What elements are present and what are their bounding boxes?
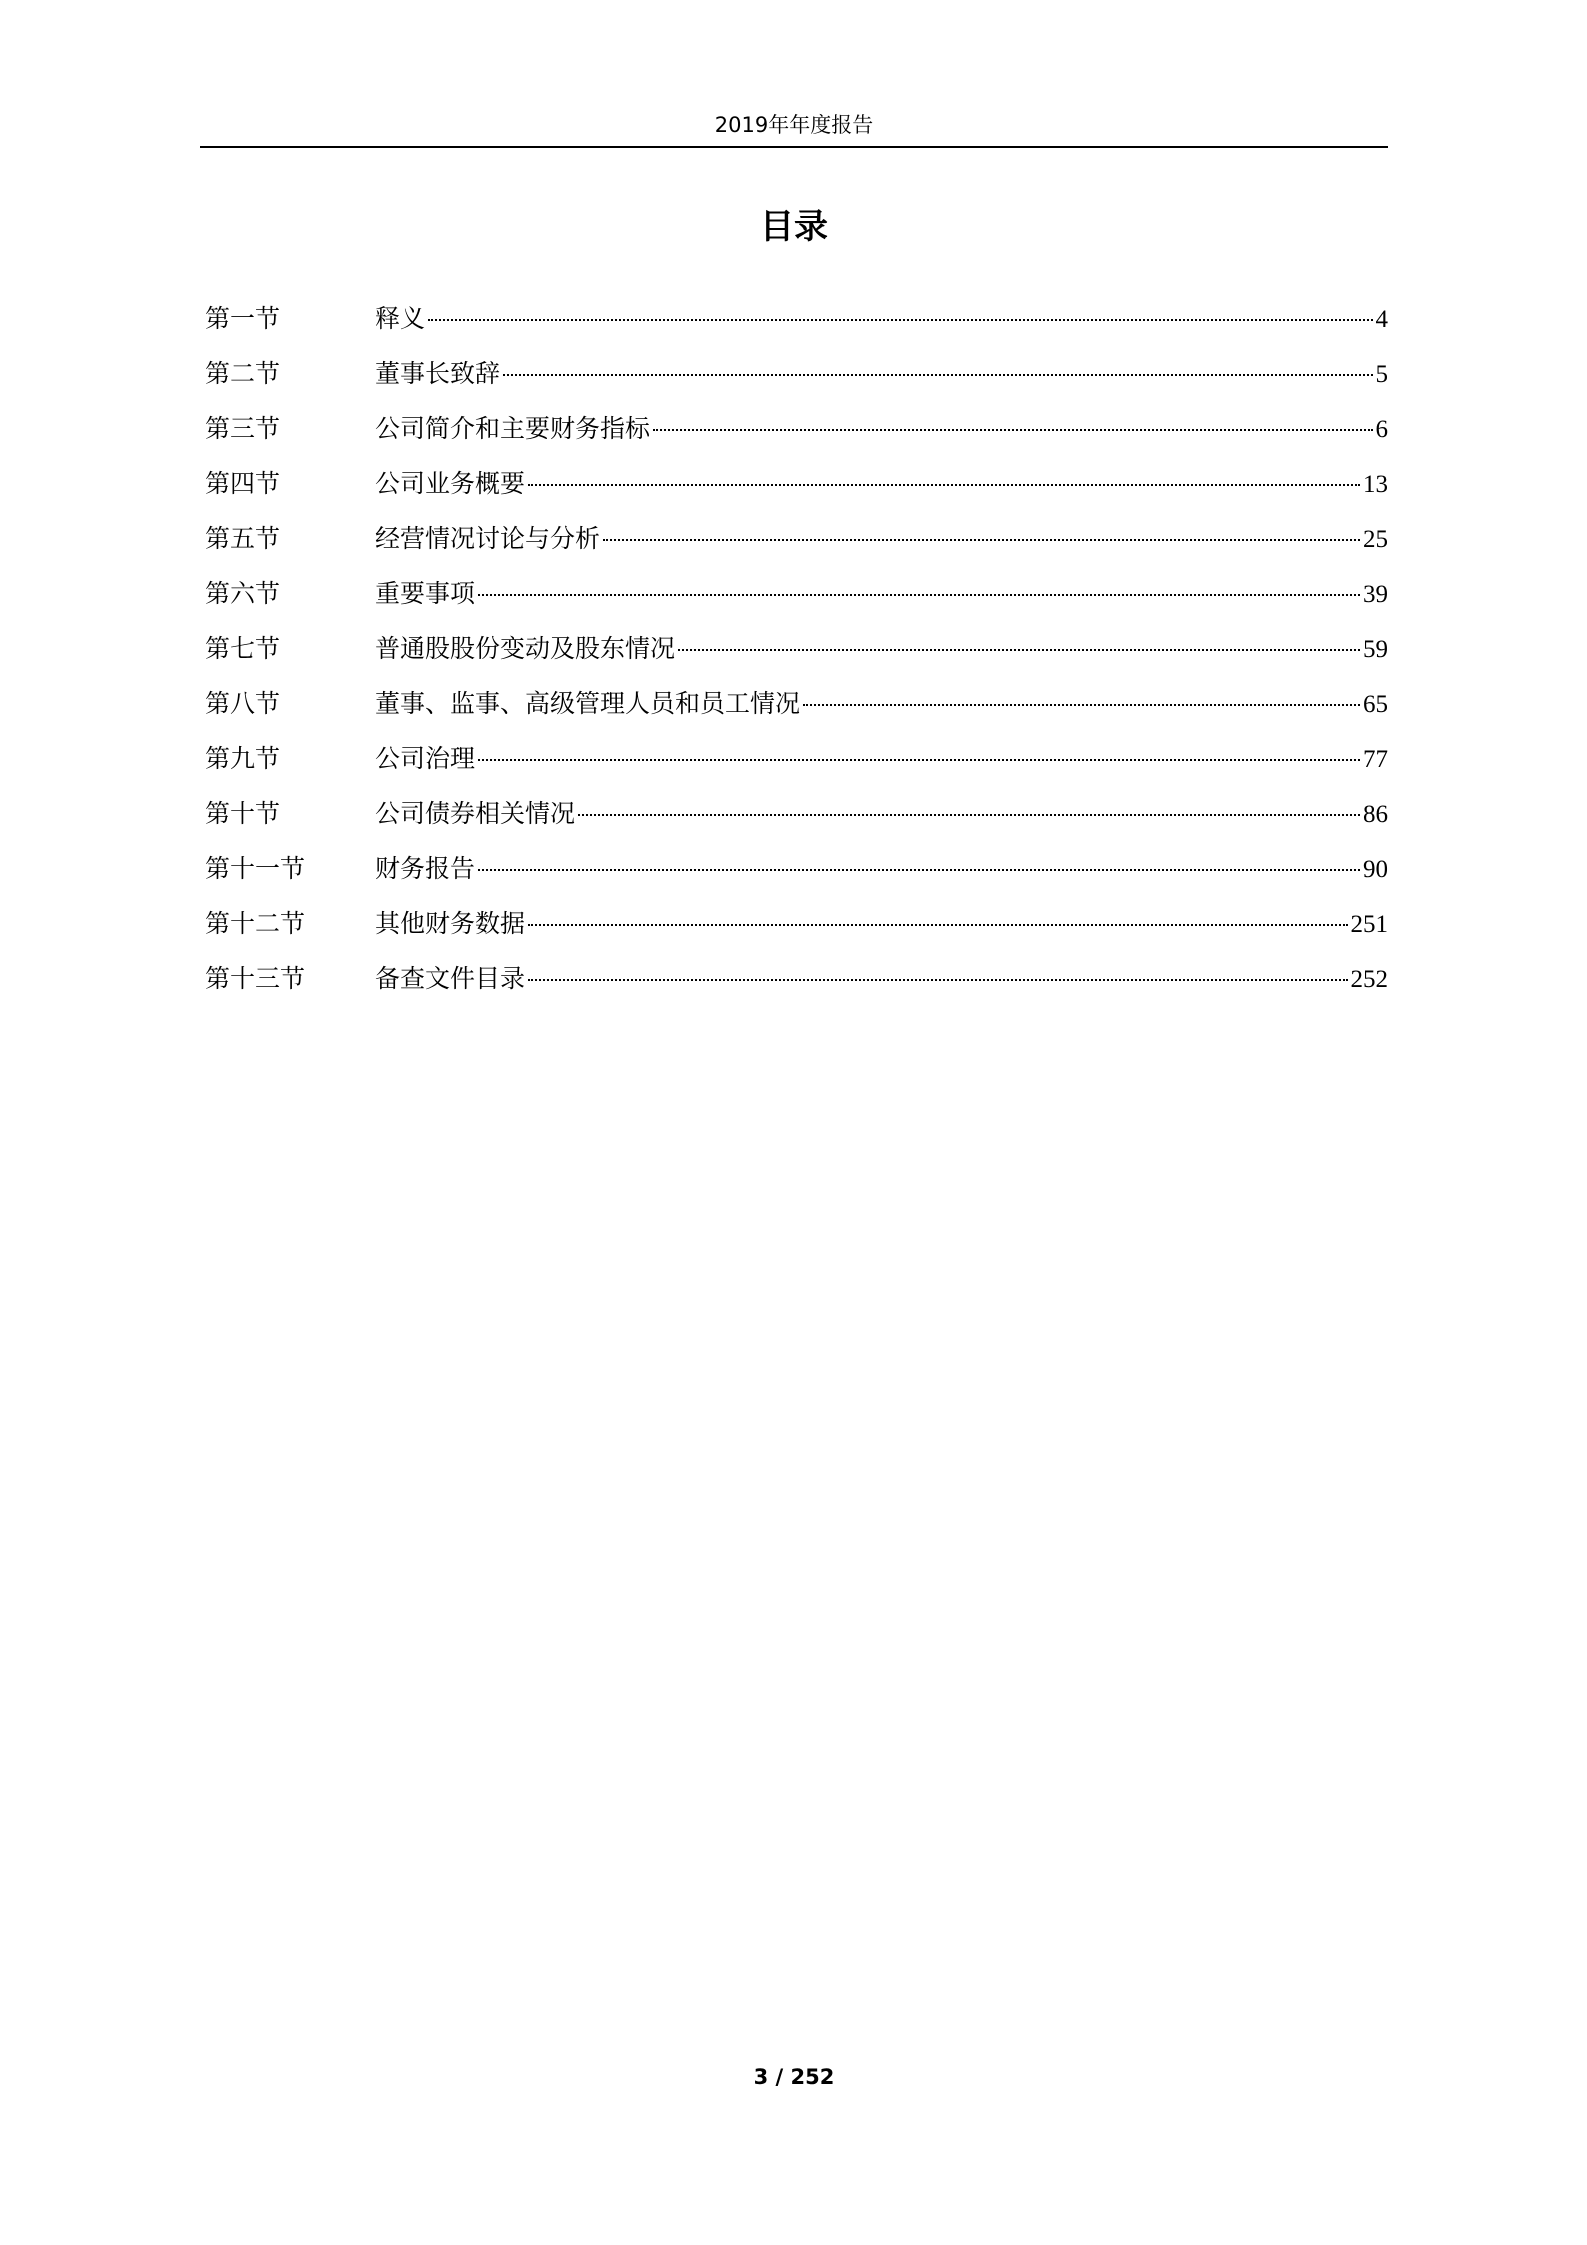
toc-entry[interactable] (205, 738, 1388, 793)
table-of-contents (205, 298, 1388, 1013)
toc-section-number: 第三节 (205, 414, 281, 443)
dot-leader (678, 649, 1360, 651)
toc-section-title: 董事、监事、高级管理人员和员工情况 (375, 689, 801, 718)
toc-section-number: 第一节 (205, 304, 281, 333)
toc-page-number: 39 (1363, 581, 1388, 608)
toc-entry[interactable] (205, 573, 1388, 628)
toc-section-title: 释义 (375, 304, 426, 333)
toc-section-title: 公司简介和主要财务指标 (375, 414, 651, 443)
toc-page-number: 65 (1363, 691, 1388, 718)
toc-entry[interactable] (205, 518, 1388, 573)
header-divider (200, 146, 1388, 148)
dot-leader (603, 539, 1360, 541)
dot-leader (528, 924, 1347, 926)
toc-section-title: 其他财务数据 (375, 909, 526, 938)
toc-section-number: 第八节 (205, 689, 281, 718)
toc-entry[interactable] (205, 958, 1388, 1013)
dot-leader (503, 374, 1372, 376)
dot-leader (478, 594, 1360, 596)
toc-entry[interactable] (205, 408, 1388, 463)
toc-entry[interactable] (205, 628, 1388, 683)
toc-entry[interactable] (205, 298, 1388, 353)
toc-heading: 目录 (760, 207, 828, 247)
toc-entry[interactable] (205, 848, 1388, 903)
toc-page-number: 5 (1375, 361, 1388, 388)
toc-entry[interactable] (205, 903, 1388, 958)
toc-page-number: 77 (1363, 746, 1388, 773)
toc-section-number: 第十一节 (205, 854, 306, 883)
toc-page-number: 25 (1363, 526, 1388, 553)
toc-page-number: 13 (1363, 471, 1388, 498)
toc-section-number: 第十节 (205, 799, 281, 828)
toc-page-number: 90 (1363, 856, 1388, 883)
toc-section-number: 第五节 (205, 524, 281, 553)
toc-entry[interactable] (205, 683, 1388, 738)
dot-leader (578, 814, 1360, 816)
toc-section-title: 董事长致辞 (375, 359, 501, 388)
toc-entry[interactable] (205, 353, 1388, 408)
toc-section-number: 第六节 (205, 579, 281, 608)
toc-section-title: 财务报告 (375, 854, 476, 883)
page-indicator: 3 / 252 (753, 2065, 835, 2089)
dot-leader (803, 704, 1360, 706)
toc-page-number: 6 (1375, 416, 1388, 443)
toc-section-title: 重要事项 (375, 579, 476, 608)
toc-section-number: 第十二节 (205, 909, 306, 938)
running-header: 2019年年度报告 (714, 113, 874, 137)
toc-page-number: 4 (1375, 306, 1388, 333)
toc-section-title: 备查文件目录 (375, 964, 526, 993)
toc-section-number: 第二节 (205, 359, 281, 388)
toc-section-title: 公司债券相关情况 (375, 799, 576, 828)
dot-leader (478, 869, 1360, 871)
toc-section-title: 公司治理 (375, 744, 476, 773)
toc-page-number: 59 (1363, 636, 1388, 663)
toc-page-number: 86 (1363, 801, 1388, 828)
toc-section-number: 第四节 (205, 469, 281, 498)
dot-leader (528, 979, 1347, 981)
toc-section-title: 普通股股份变动及股东情况 (375, 634, 676, 663)
toc-section-number: 第七节 (205, 634, 281, 663)
toc-entry[interactable] (205, 793, 1388, 848)
dot-leader (428, 319, 1372, 321)
toc-page-number: 251 (1350, 911, 1388, 938)
toc-section-title: 公司业务概要 (375, 469, 526, 498)
toc-entry[interactable] (205, 463, 1388, 518)
dot-leader (528, 484, 1360, 486)
dot-leader (653, 429, 1372, 431)
toc-section-title: 经营情况讨论与分析 (375, 524, 601, 553)
toc-page-number: 252 (1350, 966, 1388, 993)
toc-section-number: 第十三节 (205, 964, 306, 993)
toc-section-number: 第九节 (205, 744, 281, 773)
dot-leader (478, 759, 1360, 761)
